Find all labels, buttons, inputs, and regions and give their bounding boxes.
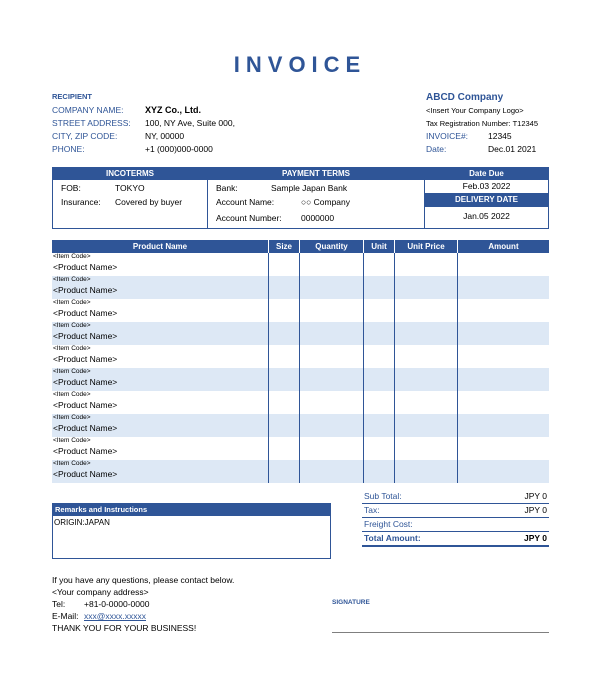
total-row <box>362 532 549 547</box>
table-row <box>52 460 549 483</box>
email-label: E-Mail: <box>52 611 79 621</box>
product-name: <Product Name> <box>53 446 118 456</box>
item-code: <Item Code> <box>53 437 91 444</box>
item-code: <Item Code> <box>53 368 91 375</box>
table-row <box>52 437 549 460</box>
size-cell <box>269 322 300 345</box>
product-table <box>52 240 549 483</box>
amount-cell <box>458 276 550 299</box>
unit-cell <box>364 253 395 276</box>
product-cell <box>52 414 269 437</box>
amount-cell <box>458 253 550 276</box>
col-size: Size <box>269 240 300 253</box>
product-name: <Product Name> <box>53 400 118 410</box>
invoice-number-label: INVOICE#: <box>426 131 469 141</box>
payment-terms-header: PAYMENT TERMS <box>208 168 424 180</box>
unit-cell <box>364 391 395 414</box>
contact-question: If you have any questions, please contact below. <box>52 575 235 585</box>
unit-price-cell <box>395 460 458 483</box>
size-cell <box>269 276 300 299</box>
total-value: JPY 0 <box>523 533 547 543</box>
col-unit-price: Unit Price <box>395 240 458 253</box>
subtotal-value: JPY 0 <box>524 491 547 501</box>
insurance-label: Insurance: <box>61 197 101 207</box>
unit-cell <box>364 460 395 483</box>
size-cell <box>269 391 300 414</box>
product-name: <Product Name> <box>53 262 118 272</box>
amount-cell <box>458 345 550 368</box>
tax-label: Tax: <box>364 505 380 515</box>
col-amount: Amount <box>458 240 550 253</box>
table-row <box>52 345 549 368</box>
amount-cell <box>458 460 550 483</box>
unit-price-cell <box>395 414 458 437</box>
product-name: <Product Name> <box>53 423 118 433</box>
city-label: CITY, ZIP CODE: <box>52 131 118 141</box>
quantity-cell <box>300 460 364 483</box>
account-number-value: 0000000 <box>301 213 335 223</box>
total-label: Total Amount: <box>364 533 421 543</box>
invoice-title: INVOICE <box>233 52 367 77</box>
table-row <box>52 299 549 322</box>
incoterms-header: INCOTERMS <box>53 168 207 180</box>
account-name-label: Account Name: <box>216 197 275 207</box>
table-row <box>52 276 549 299</box>
col-quantity: Quantity <box>300 240 364 253</box>
item-code: <Item Code> <box>53 460 91 467</box>
date-due-value: Feb.03 2022 <box>462 181 511 191</box>
unit-cell <box>364 345 395 368</box>
account-number-label: Account Number: <box>216 213 282 223</box>
unit-cell <box>364 414 395 437</box>
product-cell <box>52 368 269 391</box>
quantity-cell <box>300 437 364 460</box>
item-code: <Item Code> <box>53 345 91 352</box>
item-code: <Item Code> <box>53 253 91 260</box>
unit-price-cell <box>395 276 458 299</box>
item-code: <Item Code> <box>53 391 91 398</box>
amount-cell <box>458 414 550 437</box>
remarks-box <box>52 503 331 559</box>
unit-cell <box>364 299 395 322</box>
remarks-text: ORIGIN:JAPAN <box>54 518 110 527</box>
phone-label: PHONE: <box>52 144 85 154</box>
product-name: <Product Name> <box>53 377 118 387</box>
remarks-header: Remarks and Instructions <box>53 504 330 516</box>
amount-cell <box>458 322 550 345</box>
col-product-name: Product Name <box>52 240 269 253</box>
table-row <box>52 414 549 437</box>
product-name: <Product Name> <box>53 331 118 341</box>
size-cell <box>269 437 300 460</box>
invoice-number-value: 12345 <box>488 131 512 141</box>
product-name: <Product Name> <box>53 469 118 479</box>
quantity-cell <box>300 322 364 345</box>
street-label: STREET ADDRESS: <box>52 118 131 128</box>
fob-value: TOKYO <box>115 183 145 193</box>
quantity-cell <box>300 414 364 437</box>
unit-price-cell <box>395 391 458 414</box>
col-unit: Unit <box>364 240 395 253</box>
street-value: 100, NY Ave, Suite 000, <box>145 118 235 128</box>
quantity-cell <box>300 345 364 368</box>
tax-value: JPY 0 <box>524 505 547 515</box>
company-name: ABCD Company <box>426 92 504 103</box>
quantity-cell <box>300 253 364 276</box>
recipient-street-row <box>52 118 302 131</box>
quantity-cell <box>300 299 364 322</box>
recipient-phone-row <box>52 144 302 157</box>
freight-row <box>362 518 549 532</box>
logo-placeholder: <Insert Your Company Logo> <box>426 106 524 115</box>
table-row <box>52 391 549 414</box>
product-name: <Product Name> <box>53 354 118 364</box>
phone-value: +1 (000)000-0000 <box>145 144 213 154</box>
delivery-date-header: DELIVERY DATE <box>425 193 548 207</box>
unit-cell <box>364 322 395 345</box>
amount-cell <box>458 299 550 322</box>
unit-price-cell <box>395 253 458 276</box>
subtotal-row <box>362 490 549 504</box>
product-cell <box>52 460 269 483</box>
unit-cell <box>364 276 395 299</box>
delivery-date-value: Jan.05 2022 <box>463 211 510 221</box>
unit-cell <box>364 368 395 391</box>
recipient-heading: RECIPIENT <box>52 92 93 101</box>
product-cell <box>52 345 269 368</box>
date-label: Date: <box>426 144 447 154</box>
dates-box <box>424 167 549 229</box>
incoterms-box <box>52 167 208 229</box>
product-cell <box>52 391 269 414</box>
item-code: <Item Code> <box>53 322 91 329</box>
table-row <box>52 368 549 391</box>
quantity-cell <box>300 391 364 414</box>
subtotal-label: Sub Total: <box>364 491 402 501</box>
quantity-cell <box>300 368 364 391</box>
quantity-cell <box>300 276 364 299</box>
product-cell <box>52 253 269 276</box>
table-row <box>52 253 549 276</box>
city-value: NY, 00000 <box>145 131 185 141</box>
unit-price-cell <box>395 299 458 322</box>
product-cell <box>52 322 269 345</box>
unit-price-cell <box>395 368 458 391</box>
tax-registration: Tax Registration Number: T12345 <box>426 119 539 128</box>
insurance-value: Covered by buyer <box>115 197 183 207</box>
product-table-header <box>52 240 549 253</box>
recipient-company-row <box>52 105 302 118</box>
size-cell <box>269 299 300 322</box>
company-name-value: XYZ Co., Ltd. <box>145 105 201 115</box>
date-due-header: Date Due <box>425 168 548 180</box>
size-cell <box>269 414 300 437</box>
amount-cell <box>458 368 550 391</box>
recipient-fields <box>52 105 302 157</box>
size-cell <box>269 345 300 368</box>
fob-label: FOB: <box>61 183 81 193</box>
recipient-city-row <box>52 131 302 144</box>
freight-label: Freight Cost: <box>364 519 413 529</box>
item-code: <Item Code> <box>53 299 91 306</box>
email-link[interactable]: xxx@xxxx.xxxxx <box>84 611 146 621</box>
size-cell <box>269 368 300 391</box>
signature-label: SIGNATURE <box>332 599 370 606</box>
size-cell <box>269 253 300 276</box>
unit-price-cell <box>395 345 458 368</box>
company-address: <Your company address> <box>52 587 149 597</box>
payment-terms-box <box>207 167 425 229</box>
tel-value: +81-0-0000-0000 <box>84 599 150 609</box>
product-name: <Product Name> <box>53 285 118 295</box>
company-name-label: COMPANY NAME: <box>52 105 124 115</box>
bank-value: Sample Japan Bank <box>271 183 348 193</box>
unit-cell <box>364 437 395 460</box>
date-value: Dec.01 2021 <box>488 144 537 154</box>
thanks-message: THANK YOU FOR YOUR BUSINESS! <box>52 623 197 633</box>
product-cell <box>52 437 269 460</box>
tax-row <box>362 504 549 518</box>
unit-price-cell <box>395 437 458 460</box>
tel-label: Tel: <box>52 599 66 609</box>
product-name: <Product Name> <box>53 308 118 318</box>
unit-price-cell <box>395 322 458 345</box>
size-cell <box>269 460 300 483</box>
item-code: <Item Code> <box>53 414 91 421</box>
product-cell <box>52 276 269 299</box>
item-code: <Item Code> <box>53 276 91 283</box>
amount-cell <box>458 437 550 460</box>
account-name-value: ○○ Company <box>301 197 351 207</box>
product-cell <box>52 299 269 322</box>
table-row <box>52 322 549 345</box>
bank-label: Bank: <box>216 183 238 193</box>
amount-cell <box>458 391 550 414</box>
signature-line[interactable] <box>332 632 549 633</box>
